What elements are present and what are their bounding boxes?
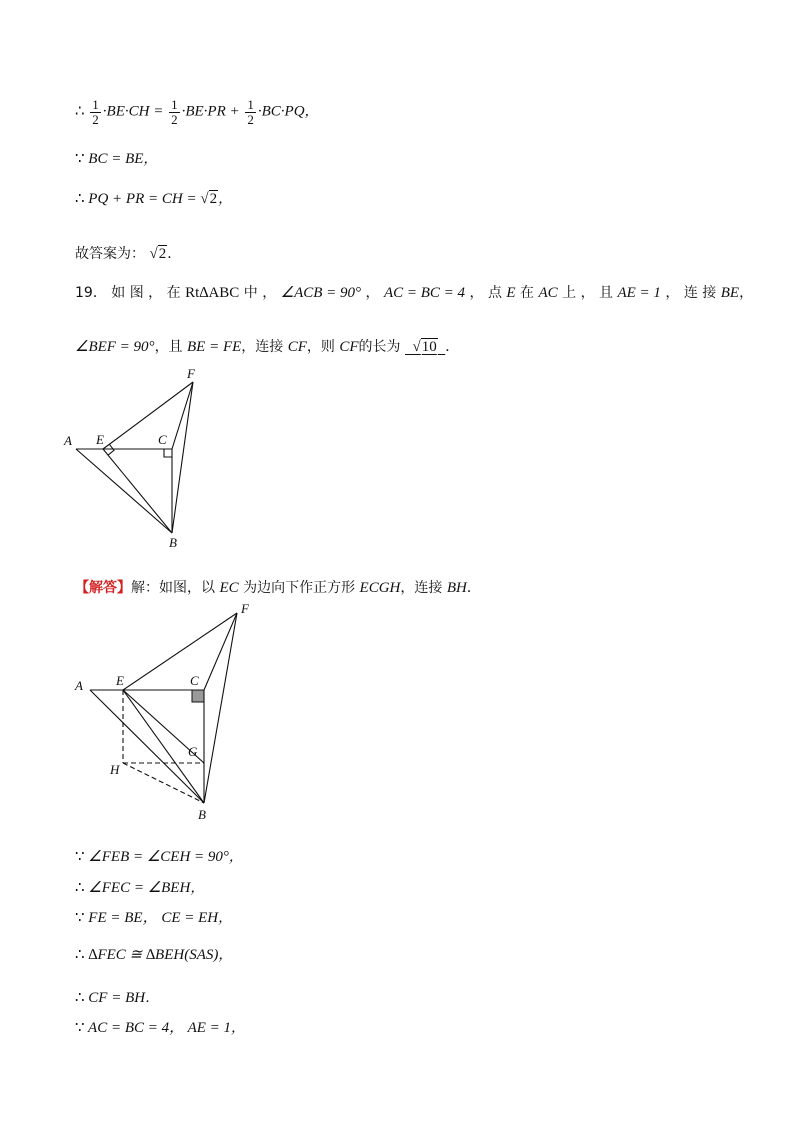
label-e: E (116, 673, 124, 688)
right-angle-mark-e (108, 444, 114, 455)
segment-hb-dashed (123, 763, 204, 803)
label-c: C (190, 673, 199, 688)
label-g: G (188, 744, 198, 759)
segment-ab (90, 690, 204, 803)
right-angle-mark-c (164, 449, 172, 457)
proof-step: ∴ ∠FEC = ∠BEH， (75, 880, 205, 896)
answer-blank: √10 (412, 339, 437, 355)
label-a: A (75, 678, 83, 693)
figure-triangle-abc (60, 365, 220, 555)
proof-step: ∵ FE = BE， CE = EH， (75, 910, 233, 926)
sqrt-two: √2 (200, 191, 218, 207)
figure-square-ecgh (60, 598, 280, 828)
problem-number: 19． (75, 285, 107, 301)
segment-ef (123, 613, 237, 690)
label-b: B (198, 807, 206, 822)
segment-ef (103, 382, 193, 449)
solution-tag: 【解答】 (75, 580, 131, 596)
proof-step: ∴ ∆FEC ≅ ∆BEH(SAS)， (75, 947, 233, 963)
segment-fb (204, 613, 237, 803)
proof-step: ∵ ∠FEB = ∠CEH = 90°， (75, 849, 243, 865)
solution-line: 【解答】解：如图，以 EC 为边向下作正方形 ECGH，连接 BH． (75, 580, 481, 596)
label-b: B (169, 535, 177, 550)
label-h: H (110, 762, 120, 777)
label-c: C (158, 432, 167, 447)
shaded-right-angle-c (192, 690, 204, 702)
label-e: E (96, 432, 104, 447)
problem-19-line-2: ∠BEF = 90°，且 BE = FE，连接 CF，则 CF的长为 √10 ． (75, 339, 460, 355)
segment-fb (172, 382, 193, 533)
segment-eb (103, 449, 172, 533)
therefore-symbol: ∴ (75, 103, 85, 120)
proof-step: ∵ AC = BC = 4， AE = 1， (75, 1020, 246, 1036)
label-f: F (241, 601, 249, 616)
proof-step: ∴ CF = BH． (75, 990, 160, 1006)
fraction-half: $\frac{1}{2}$ (247, 97, 254, 127)
sqrt-answer: √2 (149, 246, 167, 262)
problem-19-line-1: 19． 如 图 ， 在 Rt∆ABC 中 ， ∠ACB = 90° ， AC = BC = 4 ， 点 E 在 AC 上 ， 且 AE = 1 ， 连 接 BE， (75, 285, 754, 301)
equation-bc-be: ∵ BC = BE， (75, 151, 158, 167)
label-f: F (187, 366, 195, 381)
label-a: A (64, 433, 72, 448)
fraction-half: $\frac{1}{2}$ (92, 97, 99, 127)
equation-half-products: ∴ $\frac{1}{2}$ ·BE·CH = $\frac{1}{2}$ ·BE·PR + $\frac{1}{2}$ ·BC·PQ， (75, 97, 319, 127)
segment-ab (76, 449, 172, 533)
fraction-half: $\frac{1}{2}$ (171, 97, 178, 127)
equation-pq-pr: ∴ PQ + PR = CH = √2， (75, 191, 233, 207)
segment-cf (172, 382, 193, 449)
answer-line: 故答案为： √2． (75, 246, 182, 262)
